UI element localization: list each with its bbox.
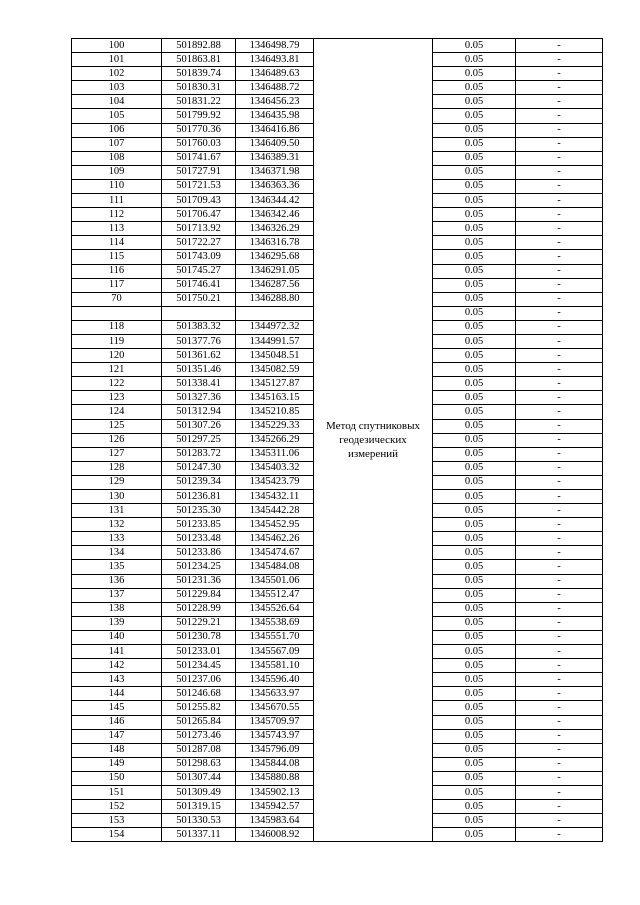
point-number-cell: 146 <box>72 715 162 729</box>
point-number-cell: 118 <box>72 320 162 334</box>
point-number-cell: 108 <box>72 151 162 165</box>
point-number-cell: 114 <box>72 236 162 250</box>
x-coordinate-cell: 501741.67 <box>162 151 236 165</box>
accuracy-cell: 0.05 <box>433 574 516 588</box>
note-cell: - <box>516 532 603 546</box>
accuracy-cell: 0.05 <box>433 504 516 518</box>
note-cell: - <box>516 165 603 179</box>
note-cell: - <box>516 771 603 785</box>
y-coordinate-cell: 1346326.29 <box>236 222 314 236</box>
accuracy-cell: 0.05 <box>433 461 516 475</box>
x-coordinate-cell: 501831.22 <box>162 95 236 109</box>
x-coordinate-cell: 501770.36 <box>162 123 236 137</box>
point-number-cell: 123 <box>72 391 162 405</box>
accuracy-cell: 0.05 <box>433 757 516 771</box>
x-coordinate-cell: 501745.27 <box>162 264 236 278</box>
x-coordinate-cell: 501713.92 <box>162 222 236 236</box>
point-number-cell: 110 <box>72 179 162 193</box>
y-coordinate-cell: 1345474.67 <box>236 546 314 560</box>
y-coordinate-cell: 1346363.36 <box>236 179 314 193</box>
x-coordinate-cell: 501307.44 <box>162 771 236 785</box>
y-coordinate-cell: 1346371.98 <box>236 165 314 179</box>
note-cell: - <box>516 757 603 771</box>
y-coordinate-cell: 1345796.09 <box>236 743 314 757</box>
y-coordinate-cell: 1344972.32 <box>236 320 314 334</box>
y-coordinate-cell: 1346008.92 <box>236 828 314 842</box>
point-number-cell: 132 <box>72 518 162 532</box>
point-number-cell: 104 <box>72 95 162 109</box>
x-coordinate-cell: 501297.25 <box>162 433 236 447</box>
point-number-cell: 137 <box>72 588 162 602</box>
point-number-cell: 115 <box>72 250 162 264</box>
y-coordinate-cell: 1345512.47 <box>236 588 314 602</box>
point-number-cell: 151 <box>72 785 162 799</box>
x-coordinate-cell: 501839.74 <box>162 67 236 81</box>
point-number-cell: 101 <box>72 53 162 67</box>
accuracy-cell: 0.05 <box>433 292 516 306</box>
point-number-cell: 154 <box>72 828 162 842</box>
x-coordinate-cell: 501237.06 <box>162 673 236 687</box>
accuracy-cell: 0.05 <box>433 179 516 193</box>
x-coordinate-cell: 501265.84 <box>162 715 236 729</box>
note-cell: - <box>516 687 603 701</box>
point-number-cell: 120 <box>72 349 162 363</box>
accuracy-cell: 0.05 <box>433 447 516 461</box>
y-coordinate-cell: 1345670.55 <box>236 701 314 715</box>
y-coordinate-cell: 1346389.31 <box>236 151 314 165</box>
note-cell: - <box>516 574 603 588</box>
accuracy-cell: 0.05 <box>433 814 516 828</box>
point-number-cell: 119 <box>72 334 162 348</box>
y-coordinate-cell: 1345633.97 <box>236 687 314 701</box>
y-coordinate-cell: 1345311.06 <box>236 447 314 461</box>
y-coordinate-cell: 1345844.08 <box>236 757 314 771</box>
note-cell: - <box>516 320 603 334</box>
point-number-cell: 113 <box>72 222 162 236</box>
point-number-cell: 136 <box>72 574 162 588</box>
accuracy-cell: 0.05 <box>433 165 516 179</box>
coordinates-table <box>71 38 603 842</box>
accuracy-cell: 0.05 <box>433 109 516 123</box>
accuracy-cell: 0.05 <box>433 701 516 715</box>
note-cell: - <box>516 39 603 53</box>
note-cell: - <box>516 490 603 504</box>
note-cell: - <box>516 222 603 236</box>
y-coordinate-cell: 1345048.51 <box>236 349 314 363</box>
y-coordinate-cell: 1346489.63 <box>236 67 314 81</box>
y-coordinate-cell: 1346498.79 <box>236 39 314 53</box>
note-cell: - <box>516 137 603 151</box>
x-coordinate-cell: 501330.53 <box>162 814 236 828</box>
note-cell: - <box>516 701 603 715</box>
accuracy-cell: 0.05 <box>433 588 516 602</box>
y-coordinate-cell: 1346435.98 <box>236 109 314 123</box>
note-cell: - <box>516 151 603 165</box>
y-coordinate-cell: 1346288.80 <box>236 292 314 306</box>
accuracy-cell: 0.05 <box>433 95 516 109</box>
point-number-cell: 140 <box>72 630 162 644</box>
note-cell: - <box>516 447 603 461</box>
x-coordinate-cell: 501229.84 <box>162 588 236 602</box>
x-coordinate-cell: 501727.91 <box>162 165 236 179</box>
note-cell: - <box>516 81 603 95</box>
y-coordinate-cell: 1345942.57 <box>236 800 314 814</box>
y-coordinate-cell: 1345526.64 <box>236 602 314 616</box>
note-cell: - <box>516 659 603 673</box>
x-coordinate-cell: 501377.76 <box>162 334 236 348</box>
x-coordinate-cell: 501760.03 <box>162 137 236 151</box>
y-coordinate-cell: 1344991.57 <box>236 334 314 348</box>
x-coordinate-cell: 501273.46 <box>162 729 236 743</box>
point-number-cell: 107 <box>72 137 162 151</box>
x-coordinate-cell: 501351.46 <box>162 363 236 377</box>
x-coordinate-cell: 501743.09 <box>162 250 236 264</box>
point-number-cell: 133 <box>72 532 162 546</box>
y-coordinate-cell: 1345082.59 <box>236 363 314 377</box>
point-number-cell: 116 <box>72 264 162 278</box>
accuracy-cell: 0.05 <box>433 377 516 391</box>
accuracy-cell: 0.05 <box>433 405 516 419</box>
x-coordinate-cell: 501746.41 <box>162 278 236 292</box>
accuracy-cell: 0.05 <box>433 518 516 532</box>
point-number-cell: 152 <box>72 800 162 814</box>
point-number-cell: 142 <box>72 659 162 673</box>
x-coordinate-cell: 501234.45 <box>162 659 236 673</box>
point-number-cell: 124 <box>72 405 162 419</box>
accuracy-cell: 0.05 <box>433 194 516 208</box>
y-coordinate-cell: 1345266.29 <box>236 433 314 447</box>
y-coordinate-cell: 1345229.33 <box>236 419 314 433</box>
x-coordinate-cell: 501236.81 <box>162 490 236 504</box>
point-number-cell: 143 <box>72 673 162 687</box>
accuracy-cell: 0.05 <box>433 419 516 433</box>
x-coordinate-cell: 501799.92 <box>162 109 236 123</box>
note-cell: - <box>516 616 603 630</box>
accuracy-cell: 0.05 <box>433 743 516 757</box>
y-coordinate-cell: 1346295.68 <box>236 250 314 264</box>
y-coordinate-cell: 1345127.87 <box>236 377 314 391</box>
x-coordinate-cell: 501309.49 <box>162 785 236 799</box>
point-number-cell: 126 <box>72 433 162 447</box>
accuracy-cell: 0.05 <box>433 278 516 292</box>
accuracy-cell: 0.05 <box>433 363 516 377</box>
x-coordinate-cell: 501892.88 <box>162 39 236 53</box>
y-coordinate-cell: 1345163.15 <box>236 391 314 405</box>
accuracy-cell: 0.05 <box>433 53 516 67</box>
x-coordinate-cell: 501709.43 <box>162 194 236 208</box>
y-coordinate-cell: 1345462.26 <box>236 532 314 546</box>
accuracy-cell: 0.05 <box>433 729 516 743</box>
accuracy-cell: 0.05 <box>433 560 516 574</box>
y-coordinate-cell: 1346342.46 <box>236 208 314 222</box>
note-cell: - <box>516 95 603 109</box>
x-coordinate-cell: 501722.27 <box>162 236 236 250</box>
accuracy-cell: 0.05 <box>433 673 516 687</box>
note-cell: - <box>516 504 603 518</box>
accuracy-cell: 0.05 <box>433 659 516 673</box>
accuracy-cell: 0.05 <box>433 475 516 489</box>
x-coordinate-cell: 501234.25 <box>162 560 236 574</box>
accuracy-cell: 0.05 <box>433 349 516 363</box>
note-cell: - <box>516 729 603 743</box>
accuracy-cell: 0.05 <box>433 687 516 701</box>
point-number-cell: 145 <box>72 701 162 715</box>
x-coordinate-cell: 501721.53 <box>162 179 236 193</box>
note-cell: - <box>516 814 603 828</box>
x-coordinate-cell: 501255.82 <box>162 701 236 715</box>
x-coordinate-cell: 501283.72 <box>162 447 236 461</box>
note-cell: - <box>516 405 603 419</box>
x-coordinate-cell: 501239.34 <box>162 475 236 489</box>
y-coordinate-cell: 1345902.13 <box>236 785 314 799</box>
point-number-cell: 150 <box>72 771 162 785</box>
note-cell: - <box>516 546 603 560</box>
accuracy-cell: 0.05 <box>433 800 516 814</box>
note-cell: - <box>516 461 603 475</box>
accuracy-cell: 0.05 <box>433 616 516 630</box>
accuracy-cell: 0.05 <box>433 137 516 151</box>
point-number-cell: 139 <box>72 616 162 630</box>
note-cell: - <box>516 588 603 602</box>
x-coordinate-cell <box>162 306 236 320</box>
x-coordinate-cell: 501312.94 <box>162 405 236 419</box>
accuracy-cell: 0.05 <box>433 532 516 546</box>
note-cell: - <box>516 123 603 137</box>
note-cell: - <box>516 264 603 278</box>
note-cell: - <box>516 278 603 292</box>
x-coordinate-cell: 501229.21 <box>162 616 236 630</box>
y-coordinate-cell: 1345567.09 <box>236 645 314 659</box>
accuracy-cell: 0.05 <box>433 264 516 278</box>
point-number-cell: 111 <box>72 194 162 208</box>
accuracy-cell: 0.05 <box>433 320 516 334</box>
point-number-cell: 105 <box>72 109 162 123</box>
note-cell: - <box>516 518 603 532</box>
accuracy-cell: 0.05 <box>433 630 516 644</box>
note-cell: - <box>516 828 603 842</box>
x-coordinate-cell: 501231.36 <box>162 574 236 588</box>
accuracy-cell: 0.05 <box>433 67 516 81</box>
point-number-cell: 134 <box>72 546 162 560</box>
note-cell: - <box>516 363 603 377</box>
accuracy-cell: 0.05 <box>433 828 516 842</box>
note-cell: - <box>516 377 603 391</box>
accuracy-cell: 0.05 <box>433 490 516 504</box>
y-coordinate-cell: 1346416.86 <box>236 123 314 137</box>
x-coordinate-cell: 501706.47 <box>162 208 236 222</box>
accuracy-cell: 0.05 <box>433 785 516 799</box>
accuracy-cell: 0.05 <box>433 546 516 560</box>
y-coordinate-cell: 1346316.78 <box>236 236 314 250</box>
y-coordinate-cell: 1345596.40 <box>236 673 314 687</box>
note-cell: - <box>516 560 603 574</box>
y-coordinate-cell: 1346456.23 <box>236 95 314 109</box>
accuracy-cell: 0.05 <box>433 306 516 320</box>
table-row <box>72 39 603 53</box>
note-cell: - <box>516 645 603 659</box>
x-coordinate-cell: 501233.85 <box>162 518 236 532</box>
point-number-cell <box>72 306 162 320</box>
x-coordinate-cell: 501247.30 <box>162 461 236 475</box>
note-cell: - <box>516 433 603 447</box>
y-coordinate-cell: 1346493.81 <box>236 53 314 67</box>
y-coordinate-cell: 1346488.72 <box>236 81 314 95</box>
note-cell: - <box>516 250 603 264</box>
accuracy-cell: 0.05 <box>433 123 516 137</box>
note-cell: - <box>516 53 603 67</box>
note-cell: - <box>516 236 603 250</box>
note-cell: - <box>516 334 603 348</box>
x-coordinate-cell: 501338.41 <box>162 377 236 391</box>
point-number-cell: 131 <box>72 504 162 518</box>
x-coordinate-cell: 501298.63 <box>162 757 236 771</box>
x-coordinate-cell: 501361.62 <box>162 349 236 363</box>
y-coordinate-cell: 1345501.06 <box>236 574 314 588</box>
point-number-cell: 100 <box>72 39 162 53</box>
accuracy-cell: 0.05 <box>433 433 516 447</box>
y-coordinate-cell: 1345551.70 <box>236 630 314 644</box>
point-number-cell: 121 <box>72 363 162 377</box>
point-number-cell: 149 <box>72 757 162 771</box>
accuracy-cell: 0.05 <box>433 715 516 729</box>
note-cell: - <box>516 109 603 123</box>
x-coordinate-cell: 501337.11 <box>162 828 236 842</box>
accuracy-cell: 0.05 <box>433 391 516 405</box>
y-coordinate-cell <box>236 306 314 320</box>
accuracy-cell: 0.05 <box>433 645 516 659</box>
note-cell: - <box>516 194 603 208</box>
y-coordinate-cell: 1346409.50 <box>236 137 314 151</box>
accuracy-cell: 0.05 <box>433 334 516 348</box>
note-cell: - <box>516 602 603 616</box>
y-coordinate-cell: 1345432.11 <box>236 490 314 504</box>
point-number-cell: 148 <box>72 743 162 757</box>
point-number-cell: 122 <box>72 377 162 391</box>
note-cell: - <box>516 715 603 729</box>
x-coordinate-cell: 501228.99 <box>162 602 236 616</box>
y-coordinate-cell: 1345538.69 <box>236 616 314 630</box>
accuracy-cell: 0.05 <box>433 208 516 222</box>
accuracy-cell: 0.05 <box>433 81 516 95</box>
point-number-cell: 128 <box>72 461 162 475</box>
accuracy-cell: 0.05 <box>433 602 516 616</box>
point-number-cell: 127 <box>72 447 162 461</box>
y-coordinate-cell: 1345709.97 <box>236 715 314 729</box>
y-coordinate-cell: 1345452.95 <box>236 518 314 532</box>
x-coordinate-cell: 501307.26 <box>162 419 236 433</box>
y-coordinate-cell: 1345880.88 <box>236 771 314 785</box>
x-coordinate-cell: 501233.01 <box>162 645 236 659</box>
note-cell: - <box>516 349 603 363</box>
point-number-cell: 117 <box>72 278 162 292</box>
y-coordinate-cell: 1346291.05 <box>236 264 314 278</box>
note-cell: - <box>516 179 603 193</box>
accuracy-cell: 0.05 <box>433 222 516 236</box>
x-coordinate-cell: 501383.32 <box>162 320 236 334</box>
y-coordinate-cell: 1345403.32 <box>236 461 314 475</box>
note-cell: - <box>516 800 603 814</box>
y-coordinate-cell: 1346287.56 <box>236 278 314 292</box>
note-cell: - <box>516 292 603 306</box>
x-coordinate-cell: 501750.21 <box>162 292 236 306</box>
accuracy-cell: 0.05 <box>433 250 516 264</box>
point-number-cell: 147 <box>72 729 162 743</box>
x-coordinate-cell: 501233.86 <box>162 546 236 560</box>
x-coordinate-cell: 501246.68 <box>162 687 236 701</box>
note-cell: - <box>516 673 603 687</box>
y-coordinate-cell: 1345423.79 <box>236 475 314 489</box>
x-coordinate-cell: 501235.30 <box>162 504 236 518</box>
point-number-cell: 153 <box>72 814 162 828</box>
point-number-cell: 125 <box>72 419 162 433</box>
point-number-cell: 138 <box>72 602 162 616</box>
x-coordinate-cell: 501230.78 <box>162 630 236 644</box>
x-coordinate-cell: 501319.15 <box>162 800 236 814</box>
point-number-cell: 144 <box>72 687 162 701</box>
point-number-cell: 106 <box>72 123 162 137</box>
point-number-cell: 70 <box>72 292 162 306</box>
accuracy-cell: 0.05 <box>433 39 516 53</box>
y-coordinate-cell: 1345442.28 <box>236 504 314 518</box>
point-number-cell: 129 <box>72 475 162 489</box>
y-coordinate-cell: 1345743.97 <box>236 729 314 743</box>
point-number-cell: 141 <box>72 645 162 659</box>
point-number-cell: 103 <box>72 81 162 95</box>
y-coordinate-cell: 1345983.64 <box>236 814 314 828</box>
x-coordinate-cell: 501233.48 <box>162 532 236 546</box>
table-body <box>72 39 603 842</box>
x-coordinate-cell: 501863.81 <box>162 53 236 67</box>
y-coordinate-cell: 1345581.10 <box>236 659 314 673</box>
note-cell: - <box>516 630 603 644</box>
y-coordinate-cell: 1346344.42 <box>236 194 314 208</box>
note-cell: - <box>516 208 603 222</box>
method-cell: Метод спутниковых геодезических измерений <box>314 39 433 842</box>
accuracy-cell: 0.05 <box>433 236 516 250</box>
note-cell: - <box>516 419 603 433</box>
note-cell: - <box>516 743 603 757</box>
note-cell: - <box>516 306 603 320</box>
note-cell: - <box>516 785 603 799</box>
y-coordinate-cell: 1345210.85 <box>236 405 314 419</box>
point-number-cell: 102 <box>72 67 162 81</box>
note-cell: - <box>516 475 603 489</box>
point-number-cell: 112 <box>72 208 162 222</box>
point-number-cell: 130 <box>72 490 162 504</box>
x-coordinate-cell: 501830.31 <box>162 81 236 95</box>
accuracy-cell: 0.05 <box>433 151 516 165</box>
x-coordinate-cell: 501327.36 <box>162 391 236 405</box>
x-coordinate-cell: 501287.08 <box>162 743 236 757</box>
y-coordinate-cell: 1345484.08 <box>236 560 314 574</box>
accuracy-cell: 0.05 <box>433 771 516 785</box>
point-number-cell: 135 <box>72 560 162 574</box>
note-cell: - <box>516 391 603 405</box>
point-number-cell: 109 <box>72 165 162 179</box>
note-cell: - <box>516 67 603 81</box>
